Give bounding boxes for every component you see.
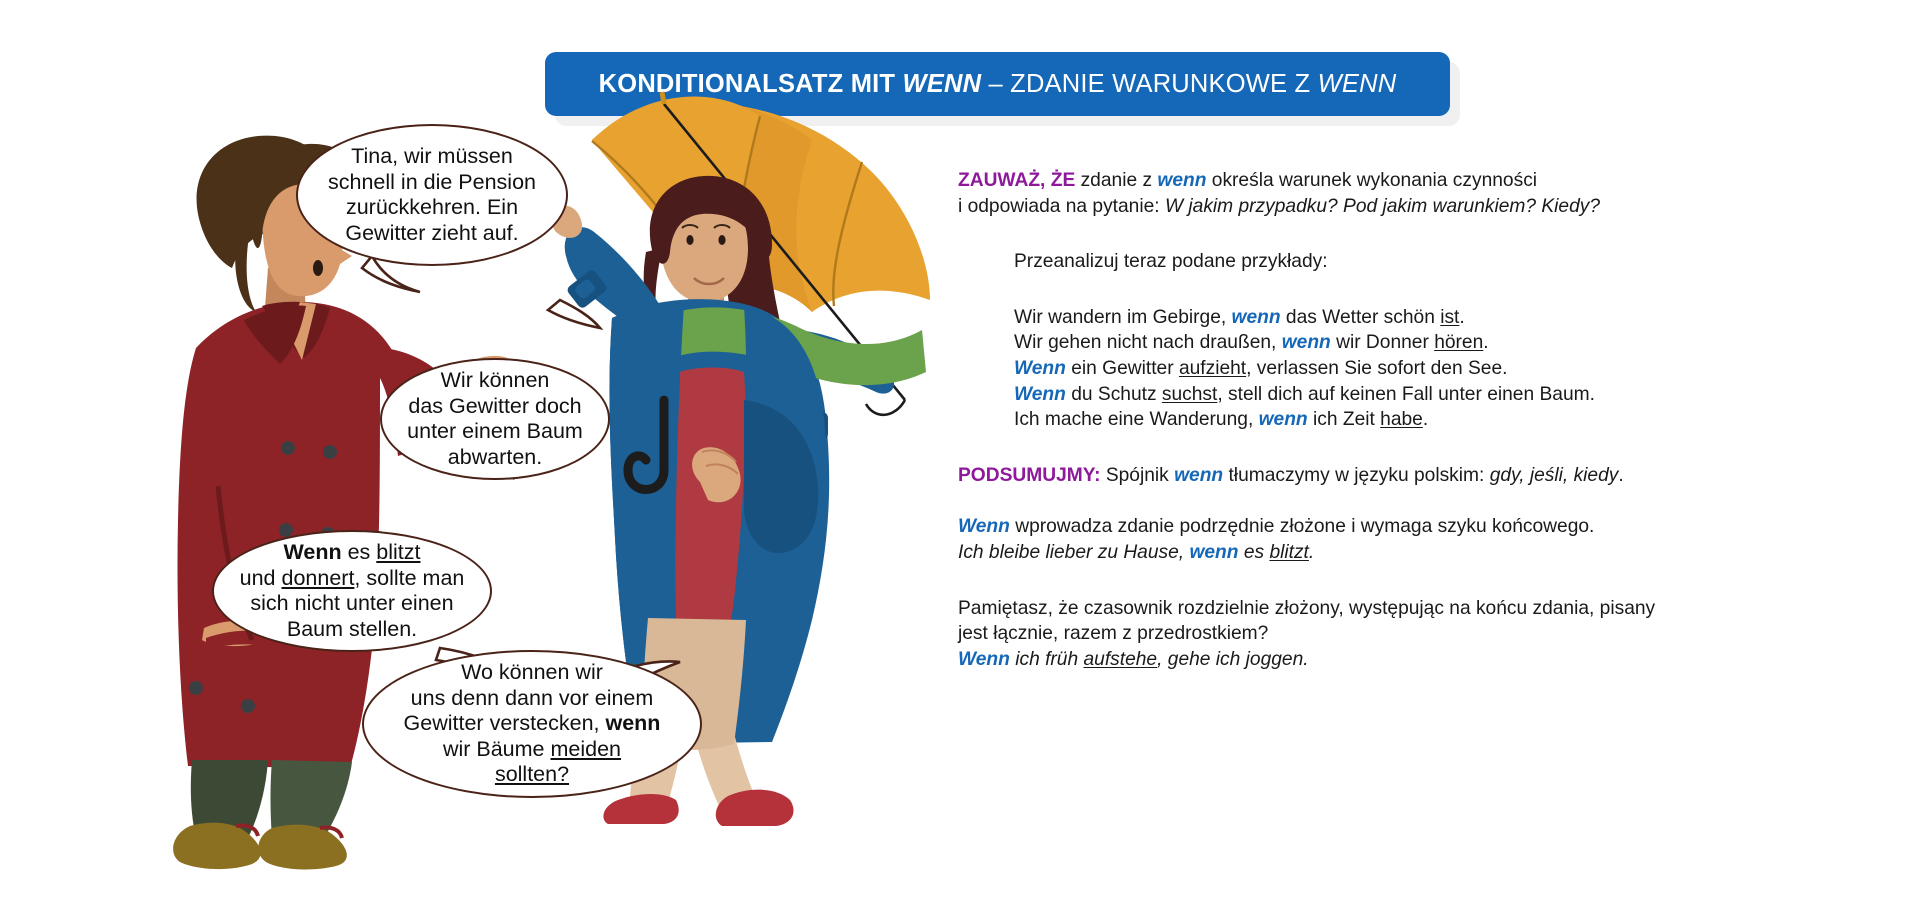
rule1-example-verb: blitzt [1269, 541, 1309, 563]
example-keyword-wenn: Wenn [1014, 383, 1066, 405]
rule2-example-keyword-wenn: Wenn [958, 648, 1010, 670]
example-post: . [1483, 332, 1489, 354]
summary-a: Spójnik [1100, 464, 1175, 486]
examples-intro: Przeanalizuj teraz podane przykłady: [1014, 251, 1328, 273]
example-post: , stell dich auf keinen Fall unter einen Baum. [1217, 383, 1595, 405]
speech-bubble-3-text [218, 540, 487, 642]
example-keyword-wenn: Wenn [1014, 357, 1066, 379]
summary-translations: gdy, jeśli, kiedy [1489, 464, 1619, 486]
speech-bubble-2 [380, 358, 610, 480]
note-line-2 [958, 194, 1748, 220]
bubble-text: Wir können [440, 368, 550, 392]
example-post: . [1422, 409, 1429, 431]
examples-list [958, 305, 1748, 433]
bubble-verb: blitzt [376, 540, 421, 564]
bubble-text: unter einem Baum [407, 419, 583, 443]
summary-keyword-wenn: wenn [1174, 464, 1224, 486]
summary-b: tłumaczymy w języku polskim: [1223, 464, 1490, 486]
example-verb: ist [1440, 306, 1460, 328]
example-sentence [1014, 382, 1748, 408]
example-mid: ein Gewitter [1065, 357, 1179, 379]
rule2-example-b: , gehe ich joggen. [1157, 648, 1309, 670]
rule2-example-verb: aufstehe [1083, 648, 1158, 670]
example-sentence [1014, 407, 1748, 433]
bubble-text: Gewitter verstecken, [403, 711, 606, 736]
rule-1-example [958, 540, 1748, 566]
example-mid: das Wetter schön [1280, 306, 1441, 328]
note-line2-questions: W jakim przypadku? Pod jakim warunkiem? Kiedy? [1164, 195, 1601, 217]
bubble-text: schnell in die Pension [328, 169, 536, 194]
note-line-1 [958, 168, 1748, 194]
note-keyword-wenn: wenn [1157, 170, 1207, 191]
title-part-bold-italic: WENN [902, 69, 982, 98]
example-verb: habe [1380, 409, 1423, 431]
bubble-text: , sollte man [354, 565, 465, 590]
example-pre: Wir wandern im Gebirge, [1014, 306, 1232, 328]
title-part-italic: WENN [1317, 69, 1397, 98]
example-keyword-wenn: wenn [1258, 409, 1308, 431]
example-verb: aufzieht [1178, 357, 1247, 379]
speech-bubble-3 [212, 530, 492, 652]
example-sentence [1014, 305, 1748, 331]
rule-2-line-1: Pamiętasz, że czasownik rozdzielnie złożony, występując na końcu zdania, pisany [958, 597, 1656, 619]
bubble-text: es [341, 540, 377, 564]
rule-1-line [958, 514, 1748, 540]
note-line1-a: zdanie z [1075, 170, 1158, 191]
bubble-text: Wo können wir [461, 660, 603, 685]
spacer [958, 488, 1748, 514]
bubble-verb: sollten? [494, 762, 570, 787]
bubble-text: zurückkehren. Ein [345, 195, 519, 219]
title-part-bold: KONDITIONALSATZ MIT [598, 69, 903, 98]
bubble-text: Gewitter zieht auf. [345, 220, 519, 245]
bubble-text: Tina, wir müssen [351, 144, 513, 168]
bubble-text: wir Bäume [442, 736, 551, 761]
example-verb: hören [1434, 332, 1484, 354]
rule1-example-b: es [1238, 541, 1270, 563]
rule1-example-end: . [1308, 541, 1315, 563]
bubble-keyword-wenn: Wenn [283, 540, 342, 564]
rule-2-example [958, 647, 1748, 673]
speech-bubble-4 [362, 650, 702, 798]
example-sentence [1014, 356, 1748, 382]
bubble-verb: meiden [550, 736, 622, 761]
example-pre: Ich mache eine Wanderung, [1014, 409, 1259, 431]
bubble-verb: donnert [281, 565, 355, 590]
note-label: ZAUWAŻ, ŻE [958, 170, 1076, 191]
spacer [958, 566, 1748, 596]
explanation-panel [958, 168, 1748, 672]
rule-2-line-2: jest łącznie, razem z przedrostkiem? [958, 623, 1269, 645]
example-sentence [1014, 330, 1748, 356]
example-pre: Wir gehen nicht nach draußen, [1014, 332, 1282, 354]
example-verb: suchst [1161, 383, 1218, 405]
example-post: . [1459, 306, 1465, 328]
example-mid: du Schutz [1065, 383, 1162, 405]
speech-bubble-2-text [385, 368, 605, 470]
rule2-example-a: ich früh [1009, 648, 1084, 670]
speech-bubble-1-text [306, 144, 558, 246]
bubble-text: Baum stellen. [286, 616, 418, 641]
note-line2-a: i odpowiada na pytanie: [958, 195, 1165, 217]
speech-bubble-4-text [382, 660, 683, 788]
rule1-example-keyword-wenn: wenn [1189, 541, 1239, 563]
spacer [958, 219, 1748, 249]
summary-line [958, 463, 1748, 489]
title-part-regular: – ZDANIE WARUNKOWE Z [981, 69, 1318, 98]
summary-label: PODSUMUJMY: [958, 464, 1101, 486]
bubble-text: das Gewitter doch [408, 393, 582, 418]
example-keyword-wenn: wenn [1231, 306, 1281, 328]
bubble-text: uns denn dann vor einem [410, 685, 654, 710]
rule1-text: wprowadza zdanie podrzędnie złożone i wymaga szyku końcowego. [1009, 516, 1595, 538]
spacer [958, 275, 1748, 305]
bubble-text: und [239, 565, 282, 590]
note-line1-b: określa warunek wykonania czynności [1206, 170, 1538, 191]
rule1-keyword-wenn: Wenn [958, 516, 1010, 538]
rule1-example-a: Ich bleibe lieber zu Hause, [958, 541, 1190, 563]
spacer [958, 433, 1748, 463]
speech-bubble-1 [296, 124, 568, 266]
example-mid: ich Zeit [1307, 409, 1381, 431]
example-keyword-wenn: wenn [1281, 332, 1331, 354]
example-mid: wir Donner [1330, 332, 1435, 354]
bubble-keyword-wenn: wenn [605, 711, 661, 736]
example-post: , verlassen Sie sofort den See. [1246, 357, 1508, 379]
bubble-text: sich nicht unter einen [250, 591, 454, 615]
bubble-text: abwarten. [447, 444, 543, 469]
summary-end: . [1618, 464, 1624, 486]
